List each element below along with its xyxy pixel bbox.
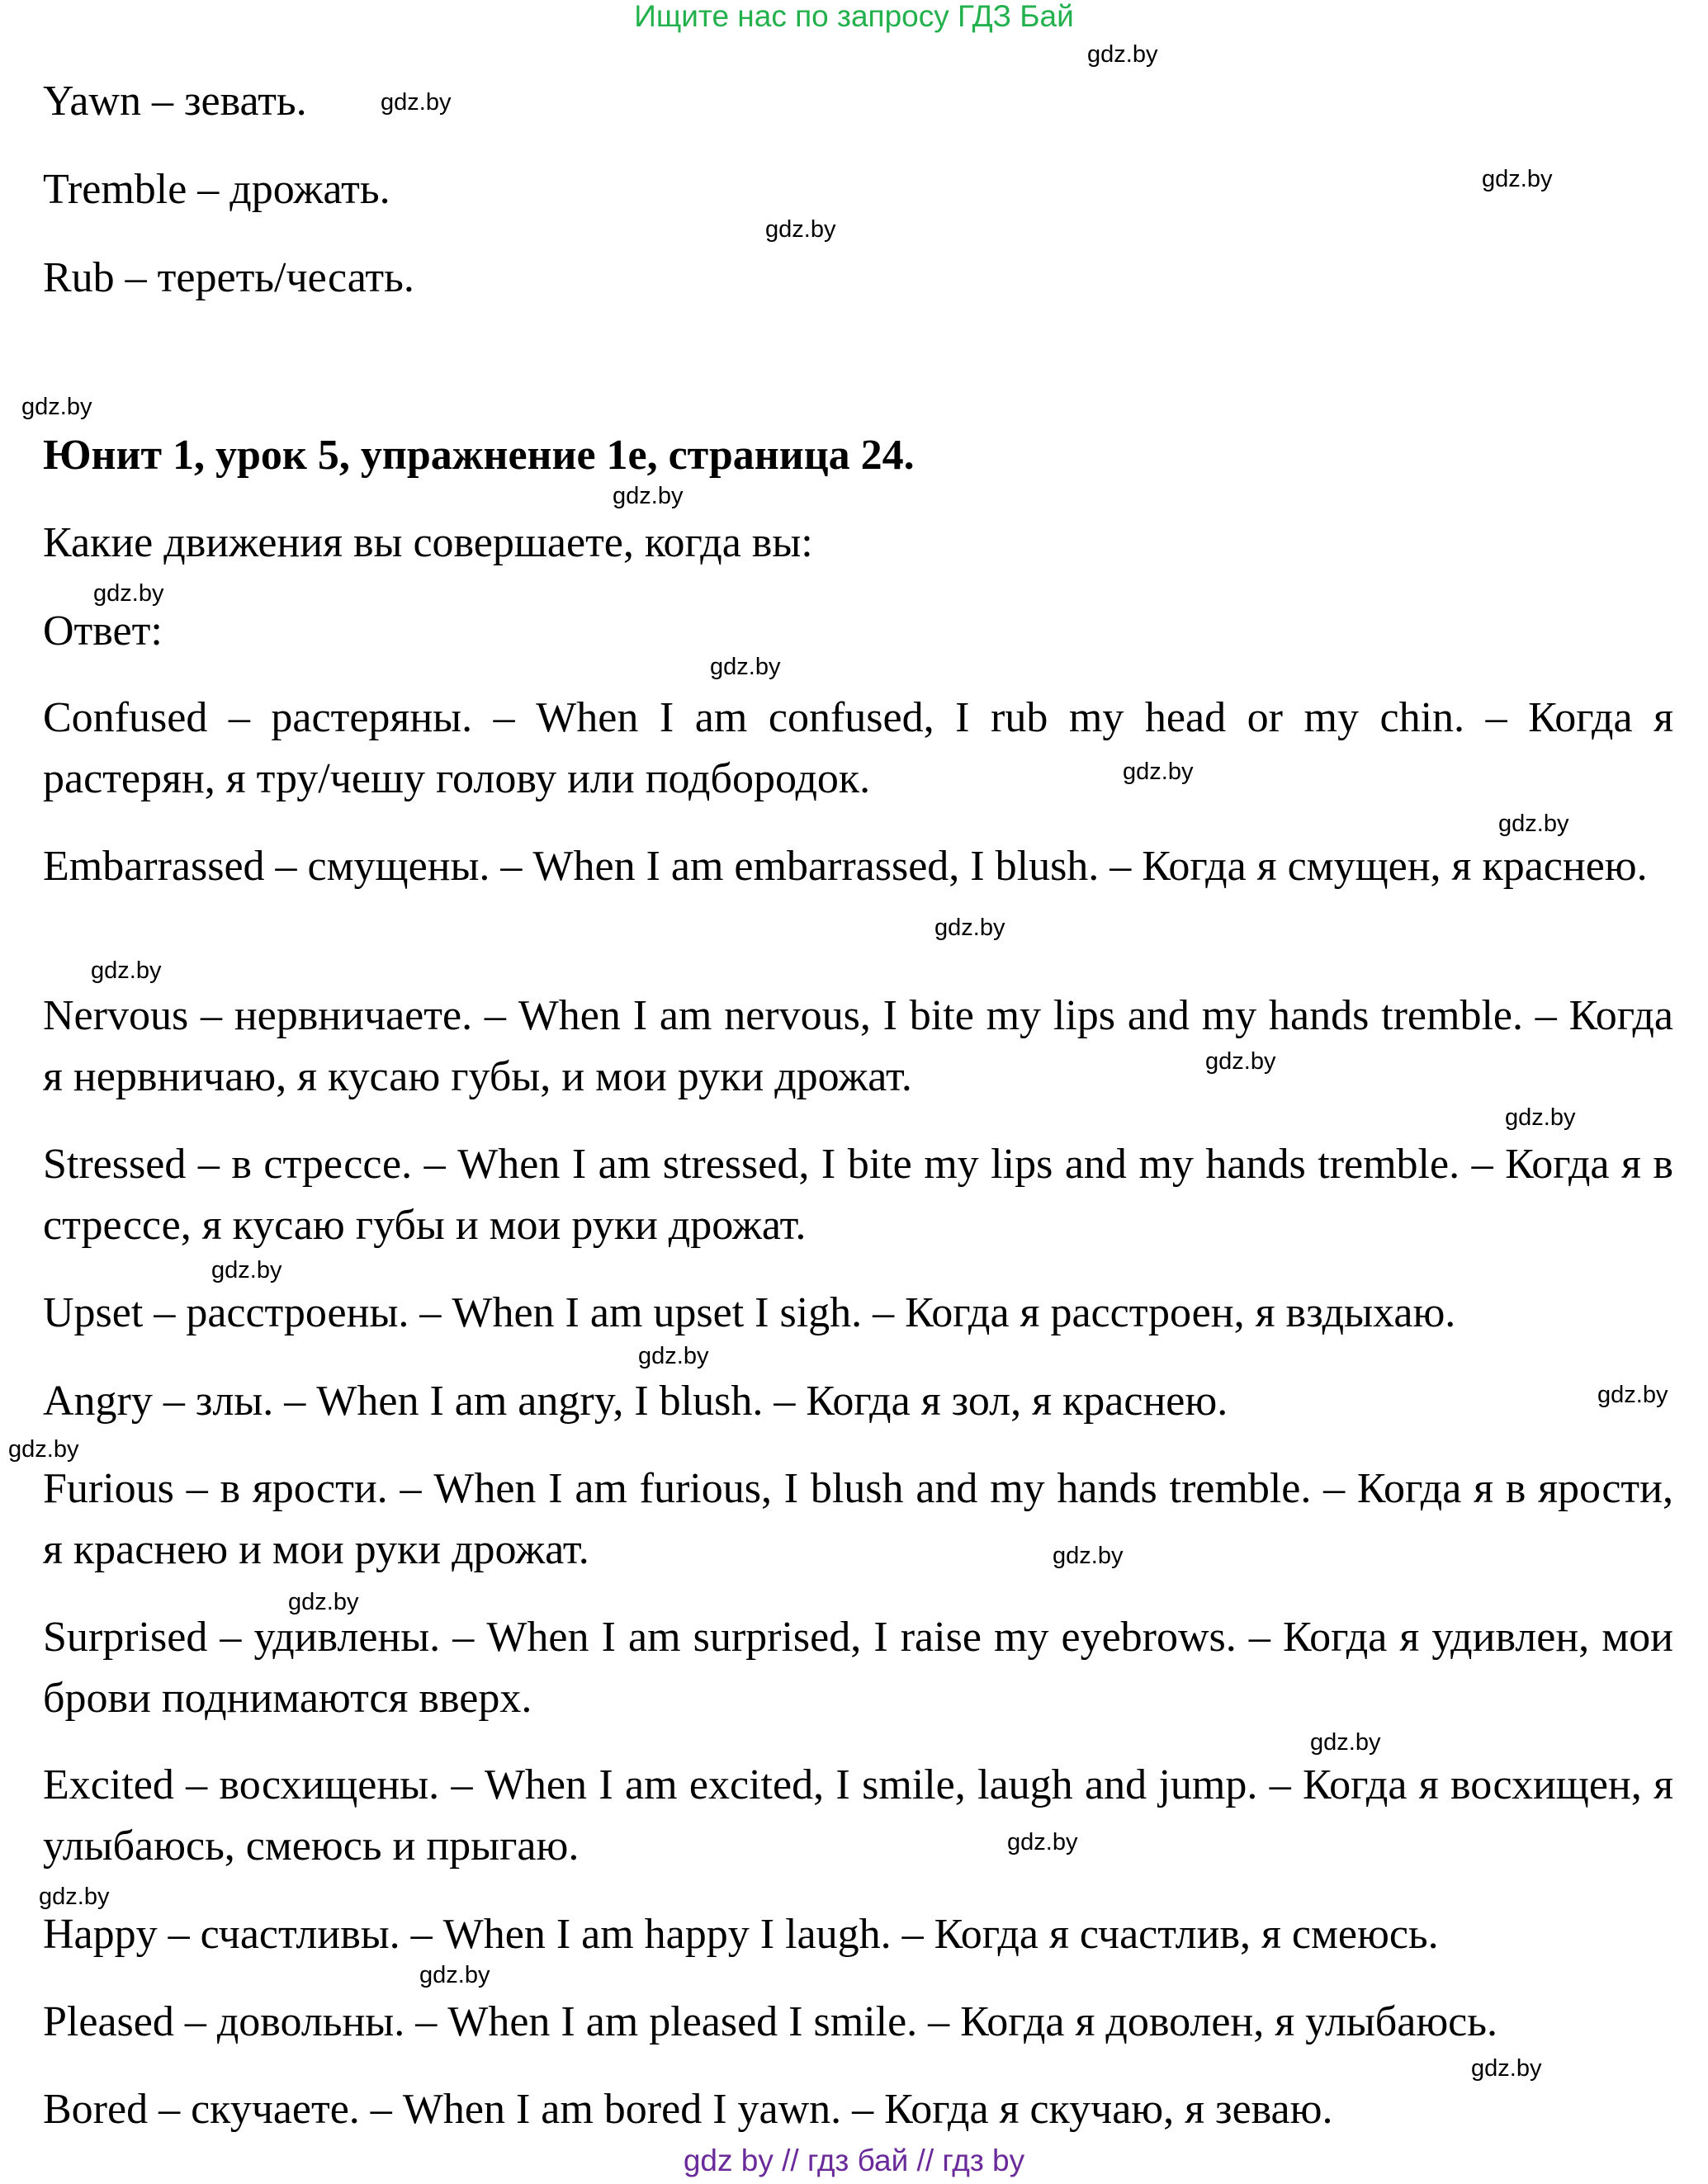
answer-angry: Angry – злы. – When I am angry, I blush. – Когда я зол, я краснею.: [43, 1378, 1228, 1425]
answer-confused: Confused – растеряны. – When I am confused, I rub my head or my chin. – Когда я растерян, я тру/чешу голову или подбородок.: [43, 694, 1673, 802]
exercise-heading: Юнит 1, урок 5, упражнение 1е, страница 24.: [43, 432, 915, 479]
answer-surprised: Surprised – удивлены. – When I am surprised, I raise my eyebrows. – Когда я удивлен, мои брови поднимаются вверх.: [43, 1614, 1673, 1722]
watermark: gdz.by: [1505, 1104, 1576, 1131]
watermark: gdz.by: [93, 580, 164, 607]
answer-happy: Happy – счастливы. – When I am happy I laugh. – Когда я счастлив, я смеюсь.: [43, 1911, 1439, 1958]
banner-text[interactable]: Ищите нас по запросу ГДЗ Бай: [634, 0, 1074, 33]
watermark: gdz.by: [1597, 1382, 1668, 1408]
answer-label: Ответ:: [43, 607, 163, 655]
footer-gdz-bai-link[interactable]: гдз бай: [807, 2144, 909, 2177]
answer-furious: Furious – в ярости. – When I am furious, I blush and my hands tremble. – Когда я в ярости, я краснею и мои руки дрожат.: [43, 1465, 1673, 1573]
answer-upset: Upset – расстроены. – When I am upset I sigh. – Когда я расстроен, я вздыхаю.: [43, 1289, 1456, 1336]
footer-separator: //: [782, 2144, 799, 2177]
watermark: gdz.by: [613, 483, 684, 509]
watermark: gdz.by: [1053, 1543, 1124, 1569]
watermark: gdz.by: [211, 1257, 282, 1283]
watermark: gdz.by: [91, 957, 162, 984]
watermark: gdz.by: [39, 1884, 110, 1910]
watermark: gdz.by: [638, 1343, 709, 1369]
footer: [0, 2144, 1708, 2177]
watermark: gdz.by: [419, 1962, 490, 1988]
watermark: gdz.by: [1205, 1048, 1276, 1075]
footer-gdz-by-ru-link[interactable]: гдз by: [942, 2144, 1025, 2177]
footer-separator: //: [916, 2144, 934, 2177]
vocab-rub: Rub – тереть/чесать.: [43, 254, 414, 301]
footer-gdz-by-link[interactable]: gdz by: [683, 2144, 774, 2177]
watermark: gdz.by: [1498, 811, 1569, 837]
watermark: gdz.by: [21, 394, 92, 420]
watermark: gdz.by: [1482, 166, 1553, 192]
watermark: gdz.by: [1123, 759, 1194, 785]
answer-pleased: Pleased – довольны. – When I am pleased I smile. – Когда я доволен, я улыбаюсь.: [43, 1998, 1497, 2045]
watermark: gdz.by: [1471, 2055, 1542, 2082]
watermark: gdz.by: [381, 89, 452, 116]
vocab-yawn: Yawn – зевать.: [43, 78, 307, 125]
answer-nervous: Nervous – нервничаете. – When I am nervous, I bite my lips and my hands tremble. – Когда я нервничаю, я кусаю губы, и мои руки дрожат.: [43, 992, 1673, 1100]
watermark: gdz.by: [1310, 1729, 1381, 1756]
vocab-tremble: Tremble – дрожать.: [43, 166, 390, 213]
answer-embarrassed: Embarrassed – смущены. – When I am embarrassed, I blush. – Когда я смущен, я краснею.: [43, 843, 1648, 890]
answer-excited: Excited – восхищены. – When I am excited, I smile, laugh and jump. – Когда я восхищен, я улыбаюсь, смеюсь и прыгаю.: [43, 1761, 1673, 1870]
watermark: gdz.by: [8, 1436, 79, 1463]
watermark: gdz.by: [934, 915, 1005, 941]
watermark: gdz.by: [710, 654, 781, 680]
watermark: gdz.by: [1007, 1829, 1078, 1855]
question-text: Какие движения вы совершаете, когда вы:: [43, 519, 813, 566]
watermark: gdz.by: [765, 216, 836, 243]
watermark: gdz.by: [1087, 41, 1158, 68]
answer-bored: Bored – скучаете. – When I am bored I yawn. – Когда я скучаю, я зеваю.: [43, 2086, 1333, 2133]
top-banner[interactable]: [0, 0, 1708, 33]
answer-stressed: Stressed – в стрессе. – When I am stressed, I bite my lips and my hands tremble. – Когда я в стрессе, я кусаю губы и мои руки дрожат.: [43, 1141, 1673, 1249]
watermark: gdz.by: [288, 1589, 359, 1615]
